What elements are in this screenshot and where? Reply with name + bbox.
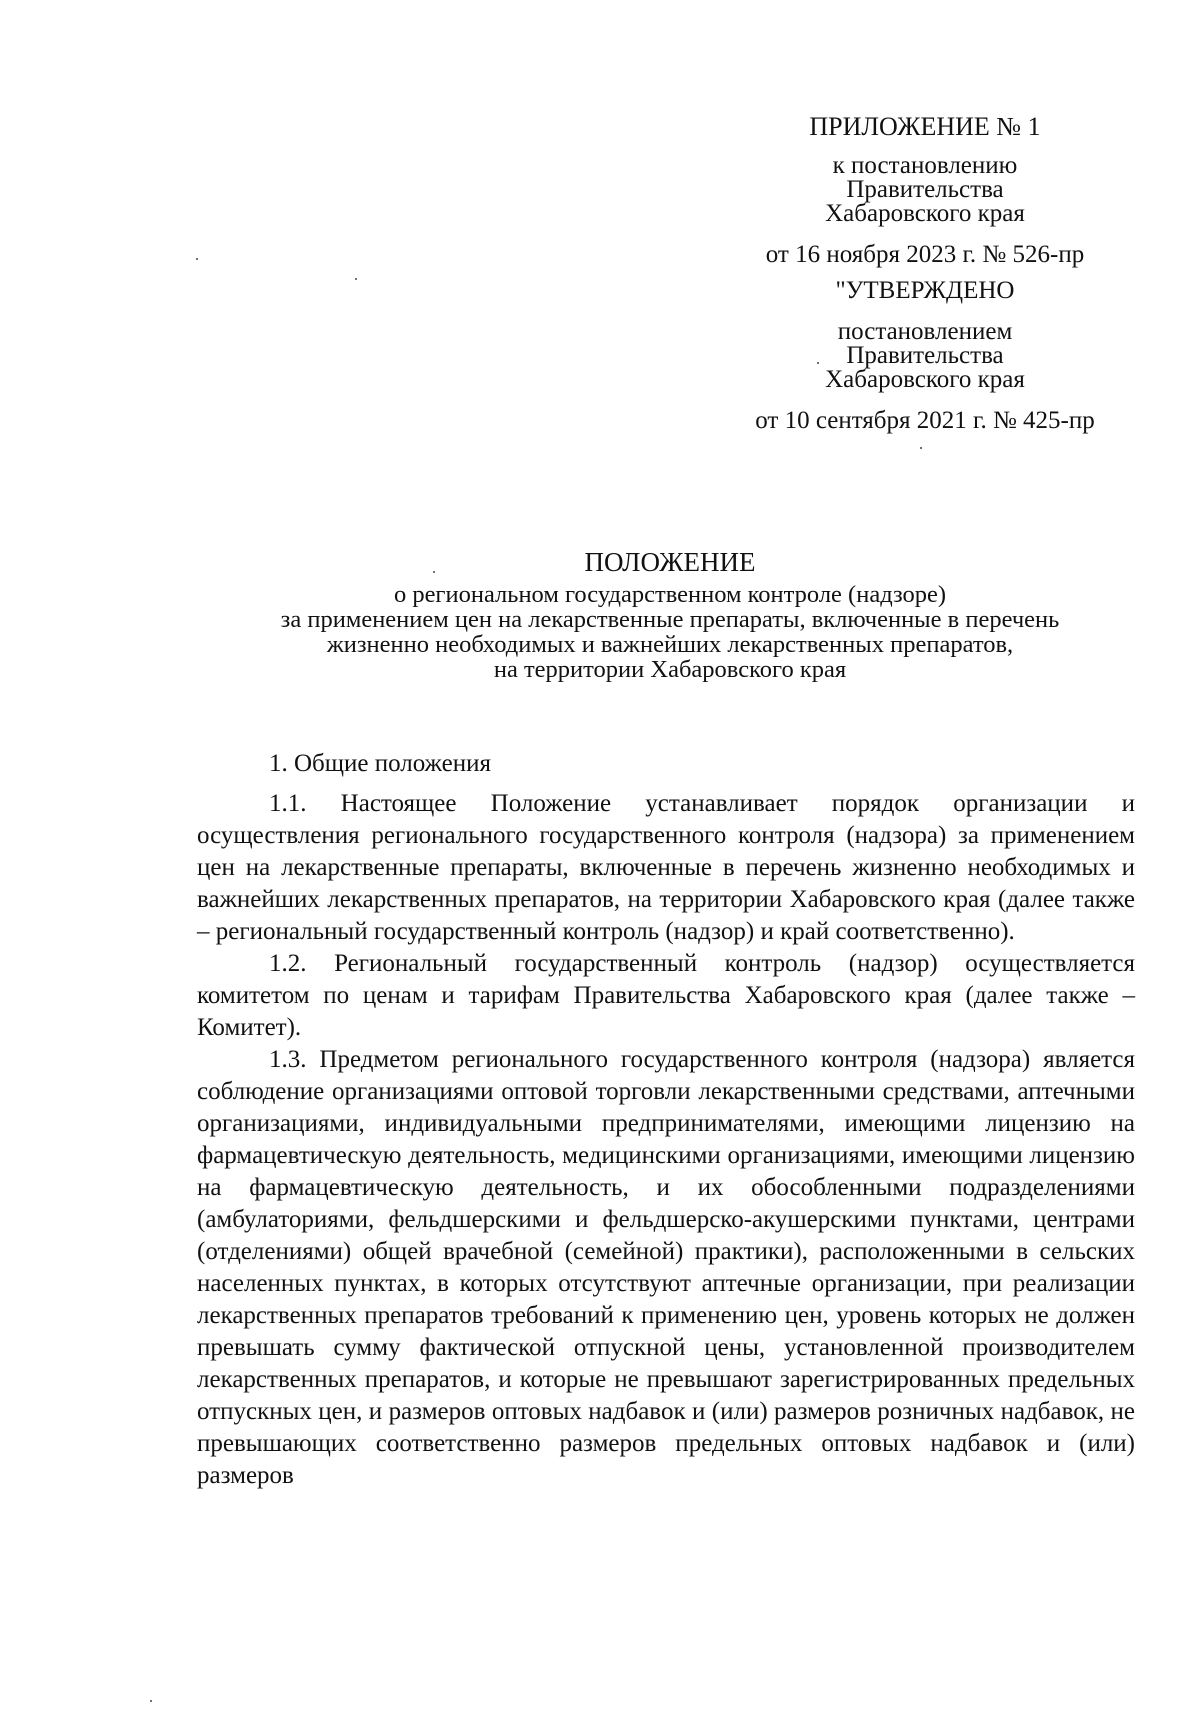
subtitle-line-1: о региональном государственном контроле (надзоре): [393, 581, 947, 608]
approved-by-line-3: Хабаровского края: [825, 366, 1025, 393]
document-body: [197, 748, 1135, 1492]
approved-date: от 10 сентября 2021 г. № 425-пр: [755, 407, 1095, 434]
scan-speck: [920, 447, 922, 449]
document-subtitle: [150, 582, 1190, 682]
scan-speck: [150, 1700, 152, 1702]
approved-by-line-1: постановлением: [837, 318, 1013, 345]
to-resolution-line-2: Правительства: [846, 176, 1004, 203]
section-heading: 1. Общие положения: [269, 750, 491, 777]
scan-speck: [196, 258, 198, 260]
scan-speck: [355, 278, 357, 280]
approved-label: "УТВЕРЖДЕНО: [835, 277, 1015, 304]
subtitle-line-3: жизненно необходимых и важнейших лекарственных препаратов,: [326, 631, 1014, 658]
to-resolution-line-1: к постановлению: [832, 152, 1018, 179]
approved-by-line-2: Правительства: [846, 342, 1004, 369]
paragraph-1-1: 1.1. Настоящее Положение устанавливает порядок организации и осуществления регионального государственного контроля (надзора) за применением цен на лекарственные препараты, включенные в перечень жизненно необходимых и важнейших лекарственных препаратов, на территории Хабаровского края (далее также – региональный государственный контроль (надзор) и край соответственно).: [197, 790, 1135, 945]
paragraph-1-2: 1.2. Региональный государственный контроль (надзор) осуществляется комитетом по ценам и тарифам Правительства Хабаровского края (далее также – Комитет).: [197, 950, 1135, 1041]
resolution-date: от 16 ноября 2023 г. № 526-пр: [765, 241, 1085, 268]
subtitle-line-4: на территории Хабаровского края: [493, 656, 847, 683]
to-resolution-line-3: Хабаровского края: [825, 200, 1025, 227]
subtitle-line-2: за применением цен на лекарственные препараты, включенные в перечень: [280, 606, 1060, 633]
paragraph-1-3: 1.3. Предметом регионального государственного контроля (надзора) является соблюдение организациями оптовой торговли лекарственными средствами, аптечными организациями, индивидуальными предпринимателями, имеющими лицензию на фармацевтическую деятельность, медицинскими организациями, имеющими лицензию на фармацевтическую деятельность, и их обособленными подразделениями (амбулаториями, фельдшерскими и фельдшерско-акушерскими пунктами, центрами (отделениями) общей врачебной (семейной) практики), расположенными в сельских населенных пунктах, в которых отсутствуют аптечные организации, при реализации лекарственных препаратов требований к применению цен, уровень которых не должен превышать сумму фактической отпускной цены, установленной производителем лекарственных препаратов, и которые не превышают зарегистрированных предельных отпускных цен, и размеров оптовых надбавок и (или) размеров розничных надбавок, не превышающих соответственно размеров предельных оптовых надбавок и (или) размеров: [197, 1046, 1135, 1489]
appendix-label: ПРИЛОЖЕНИЕ № 1: [809, 112, 1041, 141]
document-title: ПОЛОЖЕНИЕ: [584, 547, 756, 577]
appendix-block: [720, 112, 1130, 436]
